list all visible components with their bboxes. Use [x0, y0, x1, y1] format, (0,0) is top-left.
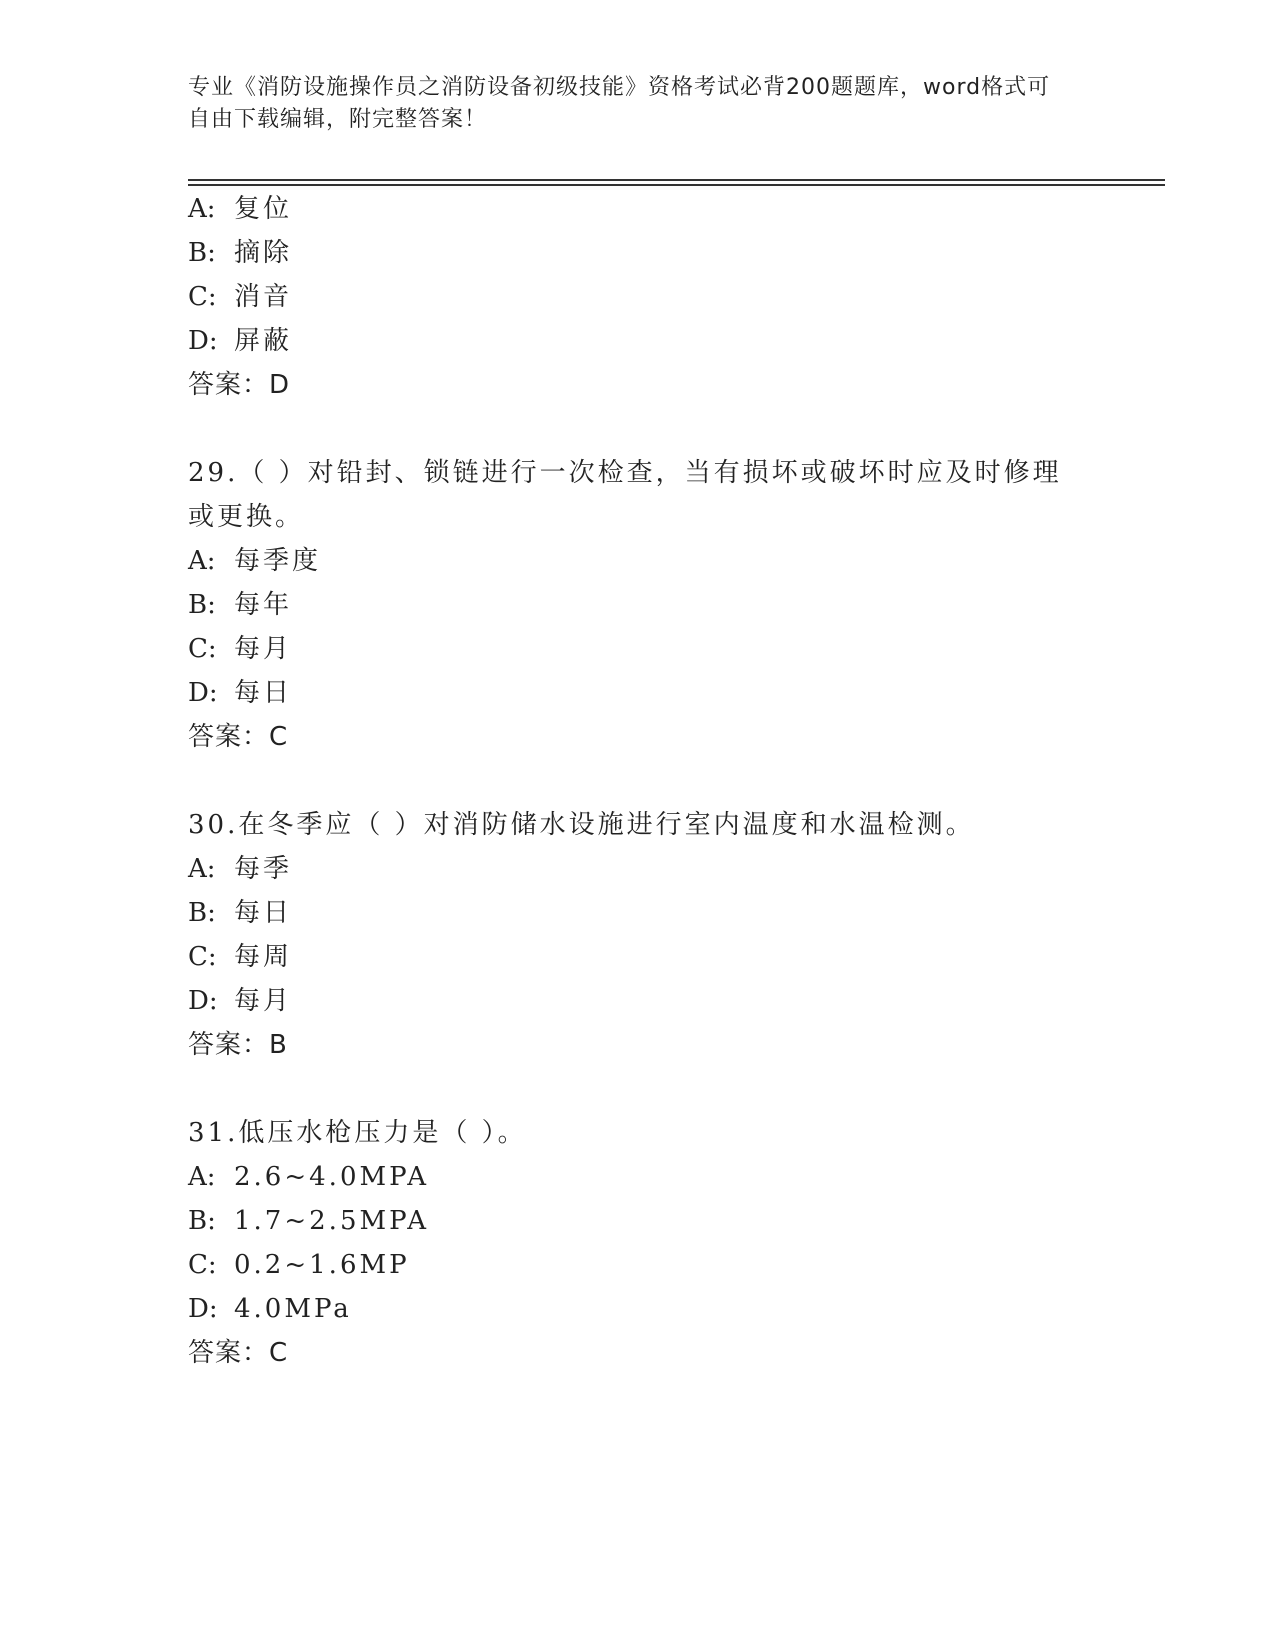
option-letter: B: — [188, 590, 216, 620]
option-text: 每季 — [234, 854, 293, 884]
q31-stem-line1: 31.低压水枪压力是（ ）。 — [188, 1118, 527, 1148]
q28-answer: 答案：D — [188, 370, 291, 400]
option-text: 消音 — [234, 282, 293, 312]
option-text: 4.0MPa — [234, 1294, 352, 1324]
option-text: 屏蔽 — [234, 326, 293, 356]
option-text: 每月 — [234, 986, 293, 1016]
q30-option-c — [188, 940, 292, 974]
option-letter: D: — [188, 1294, 218, 1324]
option-text: 每周 — [234, 942, 293, 972]
option-text: 2.6~4.0MPA — [234, 1162, 429, 1192]
header-divider-bottom — [188, 184, 1165, 186]
option-text: 每年 — [234, 590, 293, 620]
q31-answer: 答案：C — [188, 1338, 289, 1368]
option-letter: C: — [188, 942, 217, 972]
header-divider-top — [188, 179, 1165, 181]
option-text: 1.7~2.5MPA — [234, 1206, 429, 1236]
option-letter: D: — [188, 326, 218, 356]
option-letter: A: — [188, 194, 216, 224]
q28-option-a — [188, 192, 292, 226]
q29-answer: 答案：C — [188, 722, 289, 752]
option-letter: C: — [188, 282, 217, 312]
option-letter: C: — [188, 1250, 217, 1280]
option-letter: B: — [188, 238, 216, 268]
document-header: 专业《消防设施操作员之消防设备初级技能》资格考试必背200题题库，word格式可自由下载编辑，附完整答案！ — [188, 75, 1051, 132]
q30-stem-line1: 30.在冬季应（ ）对消防储水设施进行室内温度和水温检测。 — [188, 810, 975, 840]
q28-option-c — [188, 280, 292, 314]
q28-option-b — [188, 236, 292, 270]
q30-option-b — [188, 896, 292, 930]
option-text: 每日 — [234, 898, 293, 928]
q31-option-b — [188, 1204, 429, 1238]
option-letter: A: — [188, 854, 216, 884]
q29-option-a — [188, 544, 321, 578]
q29-option-b — [188, 588, 292, 622]
q31-option-a — [188, 1160, 429, 1194]
option-text: 0.2~1.6MP — [234, 1250, 410, 1280]
option-text: 复位 — [234, 194, 293, 224]
option-text: 摘除 — [234, 238, 293, 268]
option-letter: B: — [188, 1206, 216, 1236]
q30-option-a — [188, 852, 292, 886]
q29-option-d — [188, 676, 292, 710]
option-letter: D: — [188, 678, 218, 708]
option-text: 每月 — [234, 634, 293, 664]
option-letter: D: — [188, 986, 218, 1016]
q29-stem-line1: 29.（ ）对铅封、锁链进行一次检查，当有损坏或破坏时应及时修理 — [188, 458, 1062, 488]
option-letter: C: — [188, 634, 217, 664]
q31-option-d — [188, 1292, 352, 1326]
q31-option-c — [188, 1248, 410, 1282]
option-letter: A: — [188, 1162, 216, 1192]
option-text: 每日 — [234, 678, 293, 708]
q30-answer: 答案：B — [188, 1030, 288, 1060]
q30-option-d — [188, 984, 292, 1018]
q29-stem-line2: 或更换。 — [188, 502, 305, 532]
option-letter: B: — [188, 898, 216, 928]
option-text: 每季度 — [234, 546, 322, 576]
option-letter: A: — [188, 546, 216, 576]
q29-option-c — [188, 632, 292, 666]
q28-option-d — [188, 324, 292, 358]
